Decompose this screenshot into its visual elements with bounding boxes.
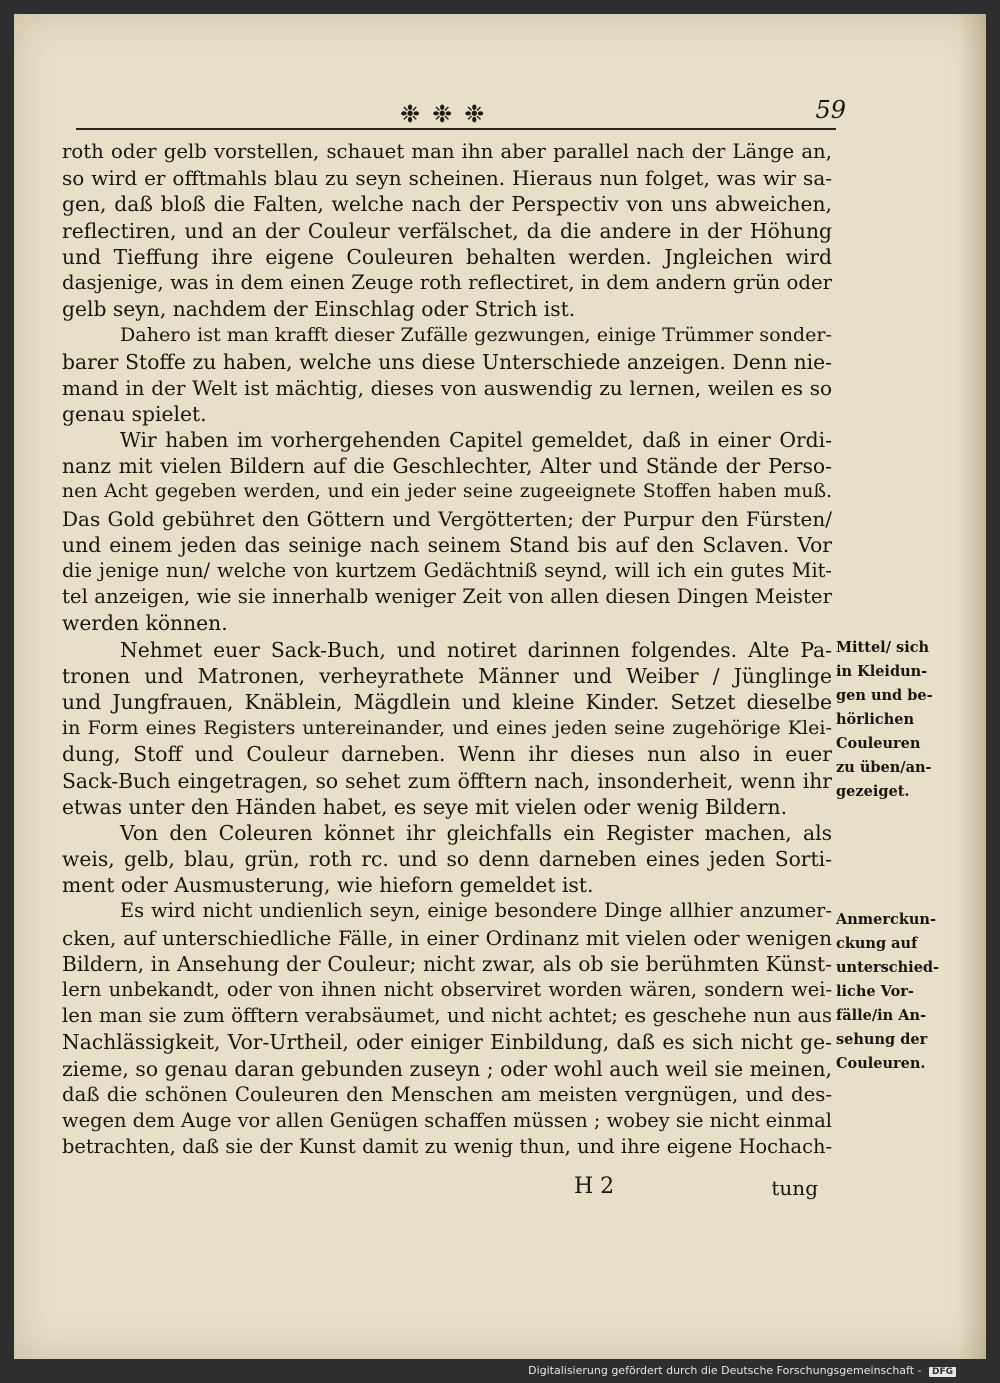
margin-note-line: unterschied- — [836, 959, 940, 976]
margin-note-line: Couleuren — [836, 735, 921, 752]
text-line: dung, Stoff und Couleur darneben. Wenn ihr dieses nun also in euer — [62, 742, 832, 767]
text-line: tel anzeigen, wie sie innerhalb weniger Zeit von allen diesen Dingen Meister — [62, 585, 832, 609]
text-line: Nachlässigkeit, Vor-Urtheil, oder einiger Einbildung, daß es sich nicht ge- — [62, 1030, 832, 1055]
margin-note-line: in Kleidun- — [836, 663, 928, 680]
margin-note-line: ckung auf — [836, 935, 918, 952]
text-line: mand in der Welt ist mächtig, dieses von auswendig zu lernen, weilen es so — [62, 375, 832, 400]
signature-mark: H 2 — [574, 1174, 615, 1199]
margin-note-line: Anmerckun- — [836, 911, 936, 928]
text-line: genau spielet. — [62, 401, 207, 426]
margin-note-line: fälle/in An- — [836, 1007, 927, 1024]
text-line: in Form eines Registers untereinander, und eines jeden seine zugehörige Klei- — [62, 716, 832, 740]
text-line: ment oder Ausmusterung, wie hieforn gemeldet ist. — [62, 873, 594, 898]
page-header — [76, 96, 846, 136]
book-page — [14, 14, 986, 1359]
text-line: Das Gold gebühret den Göttern und Vergötterten; der Purpur den Fürsten/ — [62, 506, 832, 531]
text-line: cken, auf unterschiedliche Fälle, in einer Ordinanz mit vielen oder wenigen — [62, 925, 832, 950]
text-line: nen Acht gegeben werden, und ein jeder seine zugeeignete Stoffen haben muß. — [62, 481, 832, 503]
text-line: lern unbekandt, oder von ihnen nicht observiret worden wären, sondern wei- — [62, 978, 832, 1001]
text-line: die jenige nun/ welche von kurtzem Gedächtniß seynd, will ich ein gutes Mit- — [62, 559, 832, 582]
text-line: roth oder gelb vorstellen, schauet man ihn aber parallel nach der Länge an, — [62, 140, 832, 163]
text-line: len man sie zum öfftern verabsäumet, und nicht achtet; es geschehe nun aus — [62, 1004, 832, 1028]
text-line: und Jungfrauen, Knäblein, Mägdlein und kleine Kinder. Setzet dieselbe — [62, 689, 832, 714]
margin-note-line: Mittel/ sich — [836, 639, 930, 656]
text-line: Wir haben im vorhergehenden Capitel gemeldet, daß in einer Ordi- — [120, 428, 832, 453]
footer-text: Digitalisierung gefördert durch die Deutsche Forschungsgemeinschaft - — [528, 1364, 922, 1377]
margin-note-line: zu üben/an- — [836, 759, 932, 776]
text-line: tronen und Matronen, verheyrathete Männer und Weiber / Jünglinge — [62, 663, 832, 688]
text-line: so wird er offtmahls blau zu seyn scheinen. Hieraus nun folget, was wir sa- — [62, 166, 832, 191]
text-line: und Tieffung ihre eigene Couleuren behalten werden. Jngleichen wird — [62, 244, 832, 269]
text-line: Von den Coleuren könnet ihr gleichfalls ein Register machen, als — [120, 820, 832, 845]
margin-note-colours-exercise — [836, 636, 934, 804]
margin-note-line: sehung der — [836, 1031, 928, 1048]
dfg-logo: DFG — [929, 1367, 956, 1377]
text-line: weis, gelb, blau, grün, roth rc. und so denn darneben eines jeden Sorti- — [62, 847, 832, 872]
body-text — [62, 139, 832, 1160]
text-line: Es wird nicht undienlich seyn, einige besondere Dinge allhier anzumer- — [120, 899, 832, 923]
header-rule — [76, 128, 836, 130]
footer-credit — [528, 1364, 956, 1377]
text-line: werden können. — [62, 611, 228, 636]
text-line: Dahero ist man krafft dieser Zufälle gezwungen, einige Trümmer sonder- — [120, 323, 832, 347]
text-line: und einem jeden das seinige nach seinem Stand bis auf den Sclaven. Vor — [62, 532, 832, 557]
margin-note-line: gezeiget. — [836, 783, 910, 800]
margin-note-line: hörlichen — [836, 711, 915, 728]
text-line: Nehmet euer Sack-Buch, und notiret darinnen folgendes. Alte Pa- — [120, 637, 832, 662]
text-line: daß die schönen Couleuren den Menschen am meisten vergnügen, und des- — [62, 1082, 832, 1106]
text-line: wegen dem Auge vor allen Genügen schaffen müssen ; wobey sie nicht einmal — [62, 1108, 832, 1132]
text-line: reflectiren, und an der Couleur verfälschet, da die andere in der Höhung — [62, 218, 832, 243]
text-line: Bildern, in Ansehung der Couleur; nicht zwar, als ob sie berühmten Künst- — [62, 951, 832, 976]
margin-note-line: liche Vor- — [836, 983, 914, 1000]
catchword: tung — [771, 1176, 818, 1200]
text-line: nanz mit vielen Bildern auf die Geschlechter, Alter und Stände der Perso- — [62, 454, 832, 479]
page-number: 59 — [815, 96, 846, 124]
text-line: barer Stoffe zu haben, welche uns diese Unterschiede anzeigen. Denn nie- — [62, 349, 832, 374]
margin-note-remarks — [836, 908, 940, 1076]
text-line: dasjenige, was in dem einen Zeuge roth reflectiret, in dem andern grün oder — [62, 270, 832, 294]
text-line: zieme, so genau daran gebunden zuseyn ; oder wohl auch weil sie meinen, — [62, 1056, 832, 1081]
margin-note-line: gen und be- — [836, 687, 933, 704]
margin-note-line: Couleuren. — [836, 1055, 926, 1072]
page-edge-shadow — [958, 14, 986, 1359]
text-line: betrachten, daß sie der Kunst damit zu wenig thun, und ihre eigene Hochach- — [62, 1135, 832, 1159]
text-line: Sack-Buch eingetragen, so sehet zum öfftern nach, insonderheit, wenn ihr — [62, 768, 832, 793]
text-line: gelb seyn, nachdem der Einschlag oder Strich ist. — [62, 297, 576, 322]
text-line: etwas unter den Händen habet, es seye mit vielen oder wenig Bildern. — [62, 794, 788, 819]
text-line: gen, daß bloß die Falten, welche nach der Perspectiv von uns abweichen, — [62, 192, 832, 217]
header-ornaments: ❉❉❉ — [394, 100, 502, 128]
